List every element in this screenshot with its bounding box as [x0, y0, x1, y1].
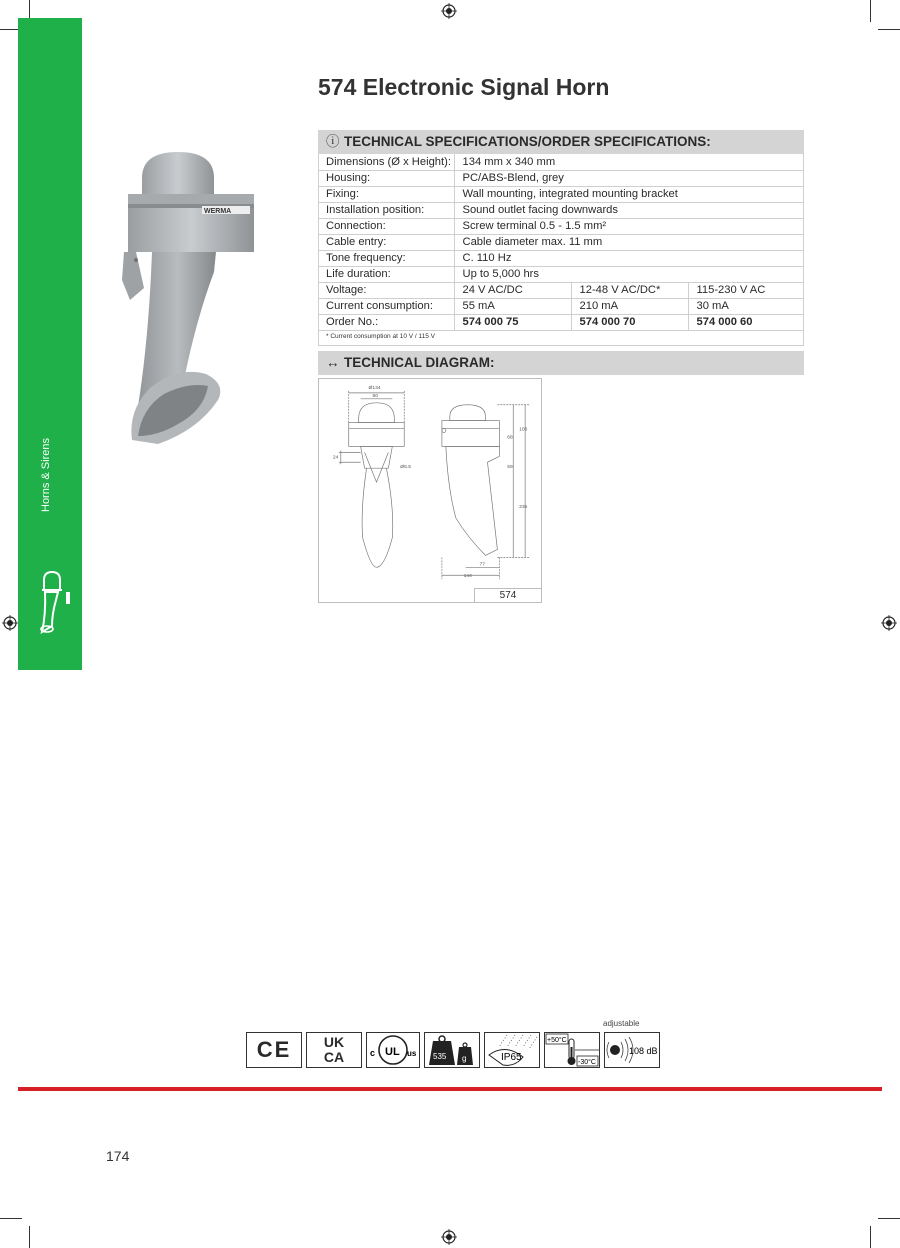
registration-mark-icon — [441, 1229, 457, 1245]
crop-mark — [870, 0, 871, 22]
spec-value: Screw terminal 0.5 - 1.5 mm² — [454, 218, 804, 234]
weight-unit: g — [462, 1054, 467, 1063]
crop-mark — [29, 1226, 30, 1248]
spec-value: C. 110 Hz — [454, 250, 804, 266]
sound-waves-icon — [605, 1033, 659, 1067]
order-number: 574 000 60 — [688, 314, 804, 330]
spec-label: Cable entry: — [318, 234, 454, 250]
adjustable-label: adjustable — [603, 1019, 640, 1028]
spec-label: Tone frequency: — [318, 250, 454, 266]
spec-value: Up to 5,000 hrs — [454, 266, 804, 282]
spec-value: PC/ABS-Blend, grey — [454, 170, 804, 186]
crop-mark — [878, 1218, 900, 1219]
spec-value: Cable diameter max. 11 mm — [454, 234, 804, 250]
spec-value: 210 mA — [571, 298, 688, 314]
ul-circle-icon — [367, 1033, 419, 1067]
table-row — [318, 202, 804, 218]
brand-logo: WERMA — [204, 208, 232, 215]
spec-value: Wall mounting, integrated mounting bracket — [454, 186, 804, 202]
dimension-arrow-icon: ↔ — [326, 355, 340, 370]
spec-value: 12-48 V AC/DC* — [571, 282, 688, 298]
order-number: 574 000 75 — [454, 314, 571, 330]
crop-mark — [878, 29, 900, 30]
dimension-label: 144 — [463, 574, 472, 580]
table-row — [318, 298, 804, 314]
table-row — [318, 250, 804, 266]
spec-value: 30 mA — [688, 298, 804, 314]
spec-label: Installation position: — [318, 202, 454, 218]
weight-icon — [424, 1032, 480, 1068]
table-row — [318, 234, 804, 250]
table-row — [318, 314, 804, 330]
temp-min: -30°C — [578, 1059, 596, 1066]
spec-label: Housing: — [318, 170, 454, 186]
crop-mark — [870, 1226, 871, 1248]
spec-label: Fixing: — [318, 186, 454, 202]
ip-value: IP65 — [501, 1052, 522, 1063]
weight-symbol-icon — [425, 1033, 479, 1067]
ce-mark-text: CE — [256, 1037, 292, 1062]
spec-label: Life duration: — [318, 266, 454, 282]
registration-mark-icon — [2, 615, 18, 631]
spec-label: Current consumption: — [318, 298, 454, 314]
thermometer-icon — [545, 1033, 599, 1067]
ce-mark-icon — [246, 1032, 302, 1068]
table-row — [318, 170, 804, 186]
registration-mark-icon — [441, 3, 457, 19]
spec-value: 24 V AC/DC — [454, 282, 571, 298]
dimension-label: 59 — [507, 465, 513, 471]
table-row — [318, 186, 804, 202]
ul-listed-icon — [366, 1032, 420, 1068]
weight-value: 535 — [433, 1052, 447, 1061]
technical-diagram — [318, 378, 542, 603]
spec-label: Dimensions (Ø x Height): — [318, 154, 454, 170]
spec-value: Sound outlet facing downwards — [454, 202, 804, 218]
db-value: 108 dB — [629, 1046, 658, 1056]
temperature-range-icon — [544, 1032, 600, 1068]
order-number: 574 000 70 — [571, 314, 688, 330]
diagram-heading-text: TECHNICAL DIAGRAM: — [344, 355, 495, 370]
product-photo — [118, 140, 278, 450]
ukca-text-top: UK — [323, 1034, 345, 1050]
info-icon: ⓘ — [326, 134, 340, 149]
diagram-heading — [318, 351, 804, 375]
table-row — [318, 282, 804, 298]
specs-heading — [318, 130, 804, 154]
ul-text: UL — [385, 1046, 400, 1058]
registration-mark-icon — [881, 615, 897, 631]
category-label: Horns & Sirens — [40, 438, 52, 512]
spec-label: Order No.: — [318, 314, 454, 330]
ukca-mark-icon — [306, 1032, 362, 1068]
table-row — [318, 218, 804, 234]
diagram-caption: 574 — [474, 588, 542, 603]
dimension-label: 106 — [519, 427, 528, 433]
dimension-label: 24 — [332, 455, 339, 461]
table-row — [318, 266, 804, 282]
ukca-text-bottom: CA — [323, 1049, 345, 1065]
dimension-label: 77 — [479, 562, 486, 568]
ip-rating-icon — [484, 1032, 540, 1068]
page-number: 174 — [106, 1148, 130, 1164]
spec-value: 134 mm x 340 mm — [454, 154, 804, 170]
spec-table — [318, 154, 804, 331]
volume-level-icon — [604, 1032, 660, 1068]
crop-mark — [0, 1218, 22, 1219]
temp-max: +50°C — [547, 1037, 567, 1044]
ul-c-text: c — [370, 1048, 376, 1058]
table-row — [318, 154, 804, 170]
page-title: 574 Electronic Signal Horn — [318, 74, 610, 100]
spec-label: Connection: — [318, 218, 454, 234]
footer-rule — [18, 1087, 882, 1091]
spec-value: 55 mA — [454, 298, 571, 314]
dimension-label: Ø6.5 — [400, 465, 411, 471]
footnote: * Current consumption at 10 V / 115 V — [326, 333, 435, 340]
dimension-label: 235 — [519, 504, 528, 510]
spec-label: Voltage: — [318, 282, 454, 298]
ul-us-text: us — [407, 1049, 417, 1058]
specs-heading-text: TECHNICAL SPECIFICATIONS/ORDER SPECIFICATIONS: — [344, 134, 711, 149]
horn-category-icon — [36, 570, 76, 636]
dimension-label: Ø134 — [368, 385, 381, 391]
dimension-label: 50 — [372, 393, 379, 399]
spec-value: 115-230 V AC — [688, 282, 804, 298]
water-spray-icon — [485, 1033, 539, 1067]
dimension-label: 68 — [507, 435, 513, 441]
